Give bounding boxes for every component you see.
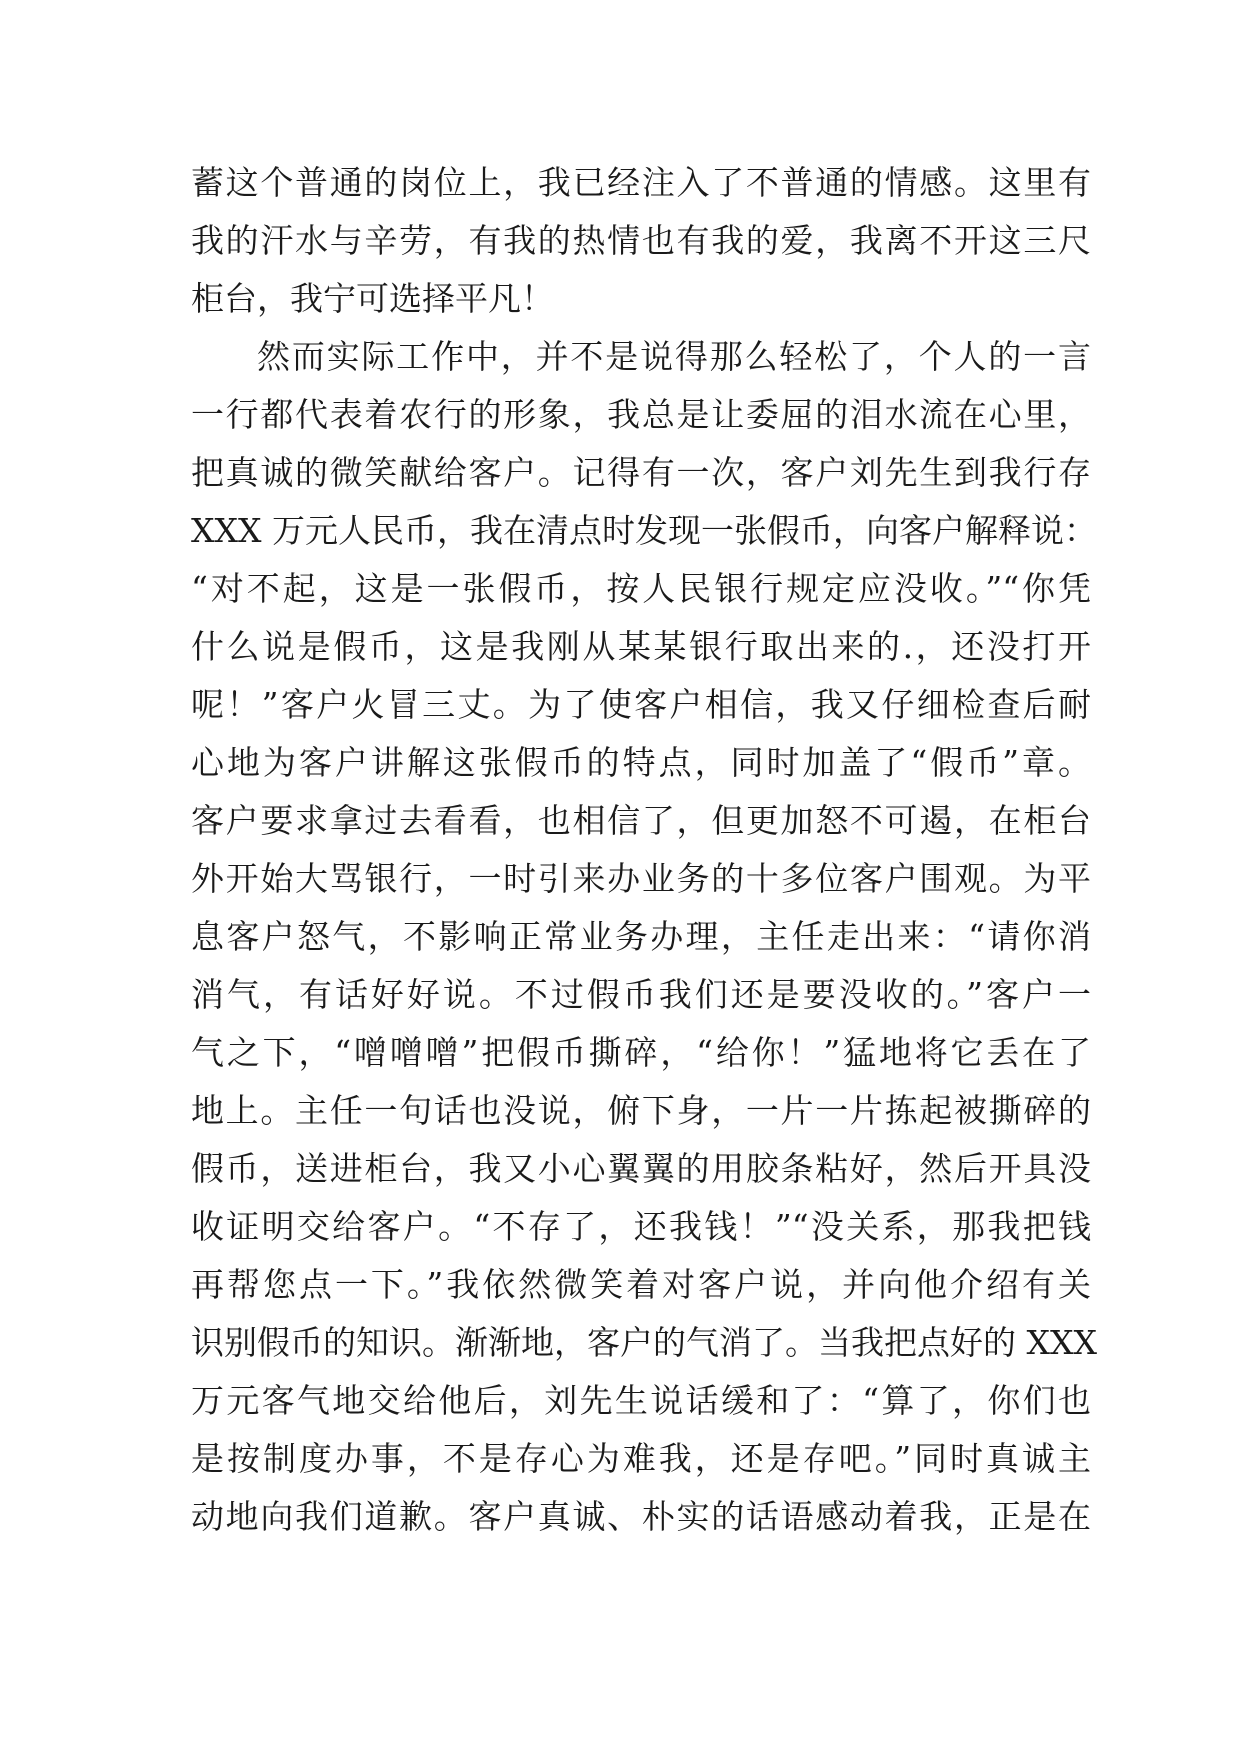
text-line: “对不起，这是一张假币，按人民银行规定应没收。”“你凭 bbox=[191, 569, 1091, 608]
text-line: 万元客气地交给他后，刘先生说话缓和了：“算了，你们也 bbox=[191, 1381, 1091, 1420]
text-line: 是按制度办事，不是存心为难我，还是存吧。”同时真诚主 bbox=[191, 1439, 1091, 1478]
text-line: 呢！”客户火冒三丈。为了使客户相信，我又仔细检查后耐 bbox=[191, 685, 1091, 724]
text-line: 心地为客户讲解这张假币的特点，同时加盖了“假币”章。 bbox=[191, 743, 1091, 782]
text-line: 假币，送进柜台，我又小心翼翼的用胶条粘好，然后开具没 bbox=[191, 1149, 1091, 1188]
text-line: 息客户怒气，不影响正常业务办理，主任走出来：“请你消 bbox=[191, 917, 1091, 956]
text-line: 外开始大骂银行，一时引来办业务的十多位客户围观。为平 bbox=[191, 859, 1091, 898]
text-line: 收证明交给客户。“不存了，还我钱！”“没关系，那我把钱 bbox=[191, 1207, 1091, 1246]
text-line: 动地向我们道歉。客户真诚、朴实的话语感动着我，正是在 bbox=[191, 1497, 1091, 1536]
text-line: 柜台，我宁可选择平凡！ bbox=[191, 279, 554, 318]
text-line: 地上。主任一句话也没说，俯下身，一片一片拣起被撕碎的 bbox=[191, 1091, 1091, 1130]
text-line: XXX 万元人民币，我在清点时发现一张假币，向客户解释说： bbox=[191, 511, 1097, 550]
text-line: 我的汗水与辛劳，有我的热情也有我的爱，我离不开这三尺 bbox=[191, 221, 1091, 260]
text-line: 气之下，“噌噌噌”把假币撕碎，“给你！”猛地将它丢在了 bbox=[191, 1033, 1091, 1072]
body-text bbox=[191, 154, 1097, 1546]
paragraph-first-line: 然而实际工作中，并不是说得那么轻松了，个人的一言 bbox=[257, 337, 1091, 376]
text-line: 把真诚的微笑献给客户。记得有一次，客户刘先生到我行存 bbox=[191, 453, 1091, 492]
text-line: 客户要求拿过去看看，也相信了，但更加怒不可遏，在柜台 bbox=[191, 801, 1091, 840]
text-line: 消气，有话好好说。不过假币我们还是要没收的。”客户一 bbox=[191, 975, 1091, 1014]
text-line: 什么说是假币，这是我刚从某某银行取出来的.，还没打开 bbox=[191, 627, 1091, 666]
text-line: 再帮您点一下。”我依然微笑着对客户说，并向他介绍有关 bbox=[191, 1265, 1091, 1304]
text-line: 一行都代表着农行的形象，我总是让委屈的泪水流在心里， bbox=[191, 395, 1091, 434]
text-line: 识别假币的知识。渐渐地，客户的气消了。当我把点好的 XXX bbox=[191, 1323, 1097, 1362]
text-line: 蓄这个普通的岗位上，我已经注入了不普通的情感。这里有 bbox=[191, 163, 1091, 202]
